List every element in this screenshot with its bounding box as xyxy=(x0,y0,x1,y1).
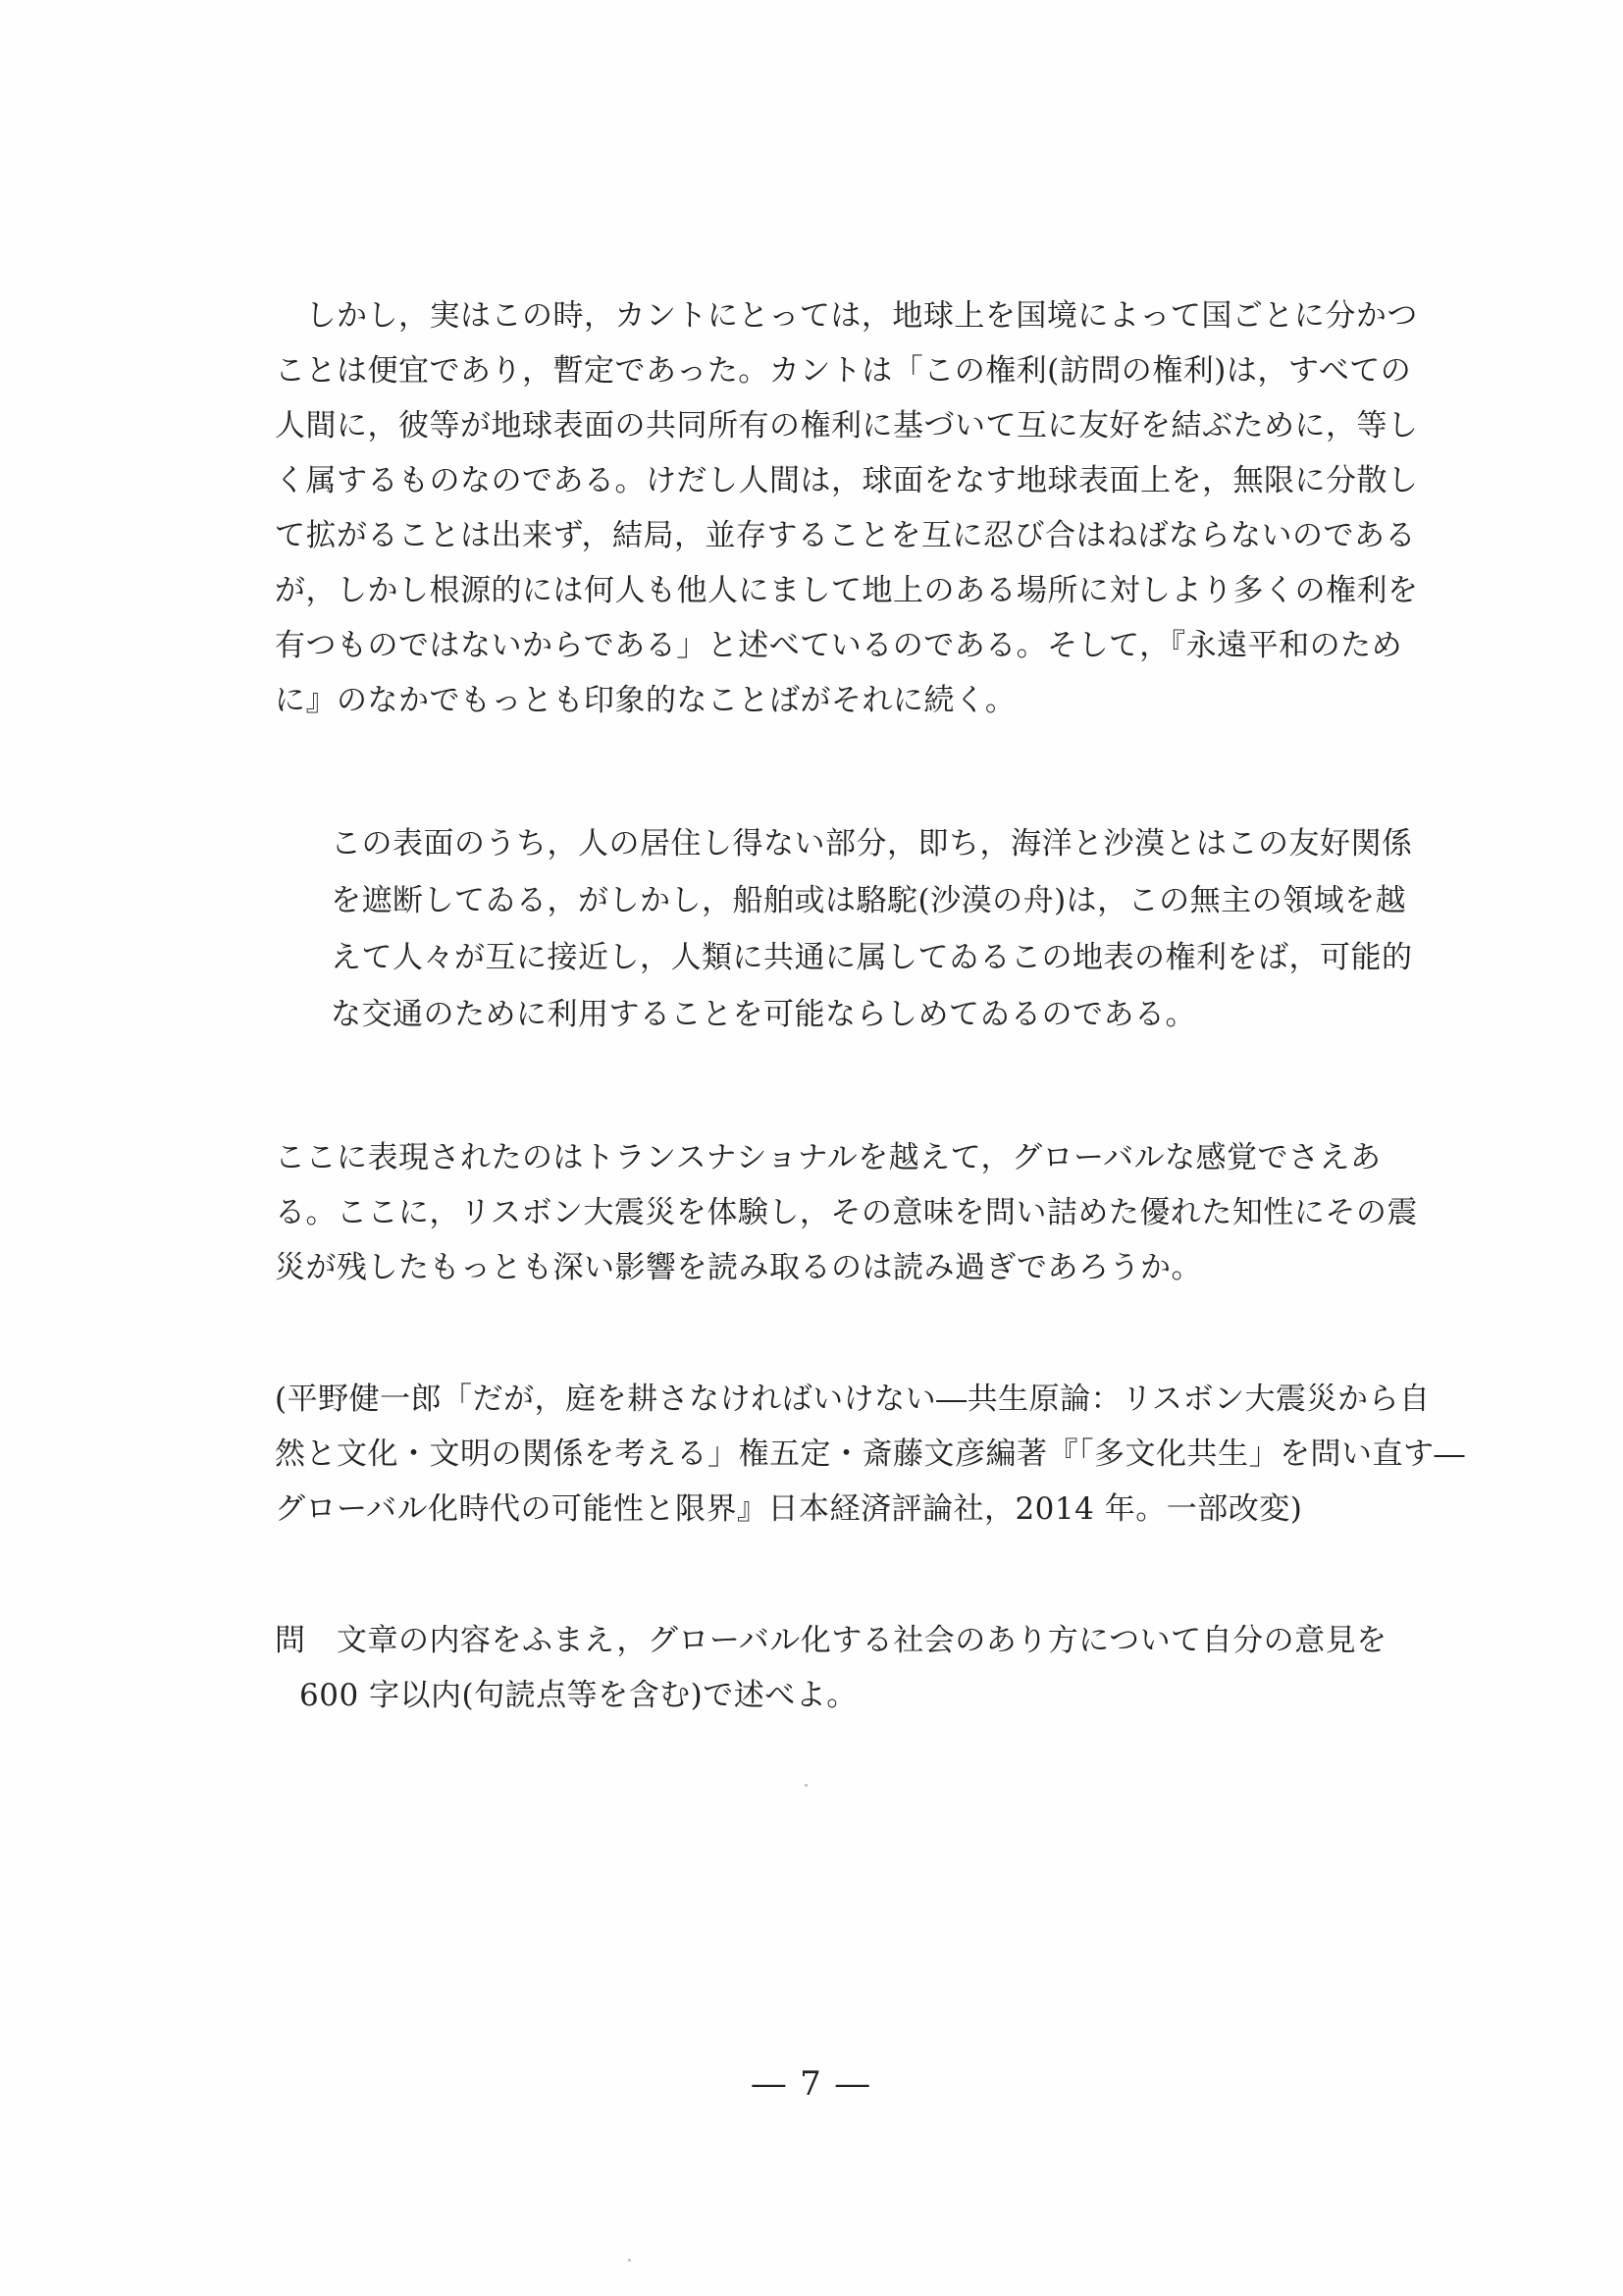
paragraph1-line-6: が，しかし根源的には何人も他人にまして地上のある場所に対しより多くの権利を xyxy=(275,573,1419,608)
paragraph2-line-1: ここに表現されたのはトランスナショナルを越えて，グローバルな感覚でさえあ xyxy=(275,1140,1382,1175)
paragraph2-line-3: 災が残したもっとも深い影響を読み取るのは読み過ぎであろうか。 xyxy=(275,1250,1202,1285)
question-line-1: 問 文章の内容をふまえ，グローバル化する社会のあり方について自分の意見を xyxy=(275,1623,1387,1658)
paragraph1-line-3: 人間に，彼等が地球表面の共同所有の権利に基づいて互に友好を結ぶために，等し xyxy=(275,408,1419,444)
quote-line-2: を遮断してゐる，がしかし，船舶或は駱駝(沙漠の舟)は，この無主の領域を越 xyxy=(331,883,1407,918)
quote-line-1: この表面のうち，人の居住し得ない部分，即ち，海洋と沙漠とはこの友好関係 xyxy=(331,826,1413,861)
paragraph1-line-4: く属するものなのである。けだし人間は，球面をなす地球表面上を，無限に分散し xyxy=(275,463,1419,498)
question-line-2: 600 字以内(句読点等を含む)で述べよ。 xyxy=(299,1678,858,1713)
quote-line-3: えて人々が互に接近し，人類に共通に属してゐるこの地表の権利をば，可能的 xyxy=(331,940,1413,975)
scan-speck xyxy=(628,2259,631,2262)
paragraph2-line-2: る。ここに，リスボン大震災を体験し，その意味を問い詰めた優れた知性にその震 xyxy=(275,1195,1418,1230)
paragraph1-line-8: に』のなかでもっとも印象的なことばがそれに続く。 xyxy=(275,683,1017,718)
citation-line-1: (平野健一郎「だが，庭を耕さなければいけない―共生原論：リスボン大震災から自 xyxy=(275,1382,1431,1417)
citation-line-3: グローバル化時代の可能性と限界』日本経済評論社，2014 年。一部改変) xyxy=(275,1491,1303,1527)
paragraph1-line-7: 有つものではないからである」と述べているのである。そして，『永遠平和のため xyxy=(275,628,1403,663)
paragraph1-line-2: ことは便宜であり，暫定であった。カントは「この権利(訪問の権利)は，すべての xyxy=(275,353,1412,389)
paragraph1-line-5: て拡がることは出来ず，結局，並存することを互に忍び合はねばならないのである xyxy=(275,518,1417,553)
page-number: ― 7 ― xyxy=(752,2064,871,2104)
citation-line-2: 然と文化・文明の関係を考える」権五定・斎藤文彦編著『「多文化共生」を問い直す― xyxy=(275,1436,1465,1472)
quote-line-4: な交通のために利用することを可能ならしめてゐるのである。 xyxy=(331,997,1196,1032)
scan-speck xyxy=(805,1784,808,1787)
paragraph1-line-1: しかし，実はこの時，カントにとっては，地球上を国境によって国ごとに分かつ xyxy=(275,298,1418,334)
